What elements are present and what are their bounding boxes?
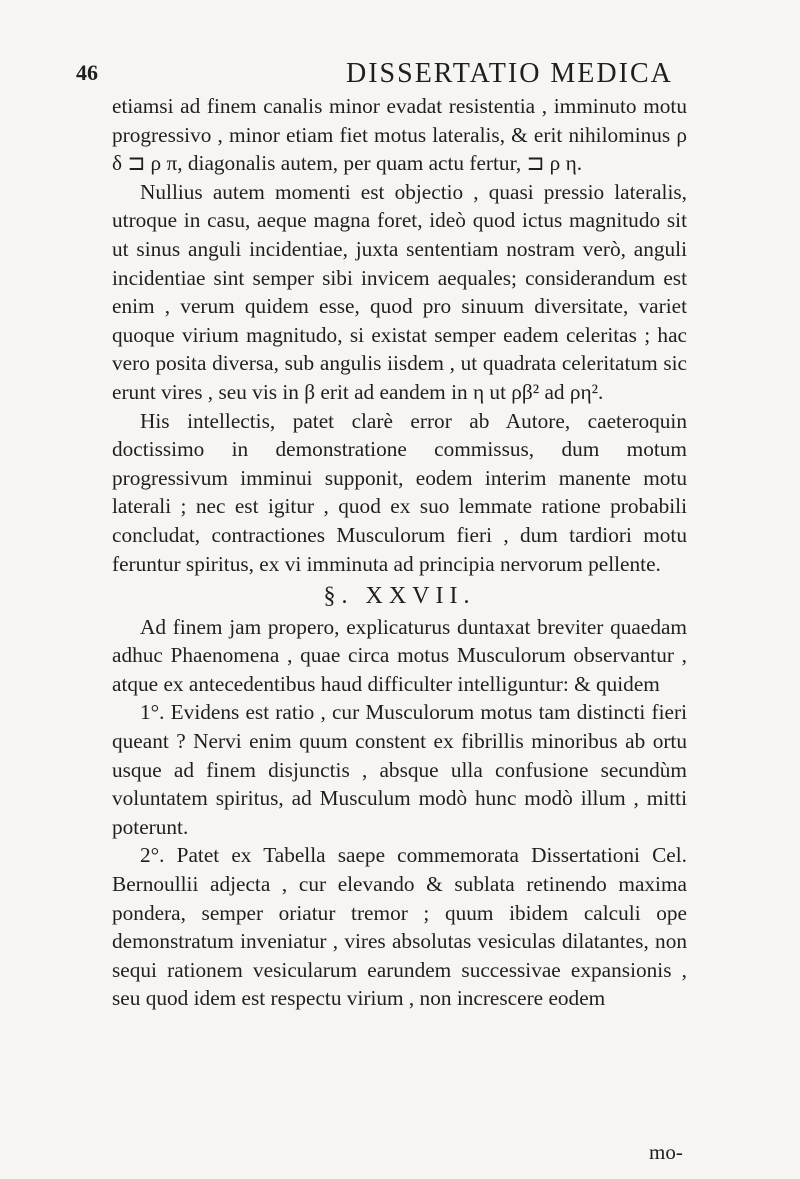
list-item: 1°. Evidens est ratio , cur Musculorum motus tam distincti fieri queant ? Nervi enim quum constent ex fibrillis minoribus ab ortu usque ad finem disjunctis , absque ulla confusione secundùm voluntatem spiritus, ad Musculum modò hunc modò illum , mitti poterunt.	[112, 700, 687, 839]
paragraph: Nullius autem momenti est objectio , quasi pressio lateralis, utroque in casu, aeque magna foret, ideò quod ictus magnitudo sit ut sinus anguli incidentiae, juxta sententiam nostram verò, anguli incidentiae sint semper sibi invicem aequales; considerandum est enim , verum quidem esse, quod pro sinuum diversitate, variet quoque virium magnitudo, si existat semper eadem celeritas ; hac vero posita diversa, sub angulis iisdem , ut quadrata celeritatum sic erunt vires , seu vis in β erit ad eandem in η ut ρβ² ad ρη².	[112, 179, 687, 404]
paragraph: His intellectis, patet clarè error ab Autore, caeteroquin doctissimo in demonstratione commissus, dum motum progressivum imminui supponit, eodem interim manente motu laterali ; nec est igitur , quod ex suo lemmate ratione probabili concludat, contractiones Musculorum fieri , dum tardiori motu feruntur spiritus, ex vi imminuta ad principia nervorum pellente.	[112, 408, 687, 576]
page-header	[76, 54, 706, 94]
page-number: 46	[76, 60, 98, 85]
catchword: mo-	[649, 1140, 683, 1164]
paragraph: etiamsi ad finem canalis minor evadat resistentia , imminuto motu progressivo , minor etiam fiet motus lateralis, & erit nihilominus ρ δ ⊐ ρ π, diagonalis autem, per quam actu fertur, ⊐ ρ η.	[112, 94, 687, 176]
list-item: 2°. Patet ex Tabella saepe commemorata Dissertationi Cel. Bernoullii adjecta , cur elevando & sublata retinendo maxima pondera, semper oriatur tremor ; quum ibidem calculi ope demonstratum inveniatur , vires absolutas vesiculas dilatantes, non sequi rationem vesicularum earundem successivae expansionis , seu quod idem est respectu virium , non increscere eodem	[112, 843, 687, 1011]
body-text	[112, 92, 687, 1013]
section-heading: §. XXVII.	[323, 583, 476, 610]
intro-paragraph: Ad finem jam propero, explicaturus duntaxat breviter quaedam adhuc Phaenomena , quae circa motus Musculorum observantur , atque ex antecedentibus haud difficulter intelliguntur: & quidem	[112, 614, 687, 696]
running-title: DISSERTATIO MEDICA	[346, 58, 673, 89]
